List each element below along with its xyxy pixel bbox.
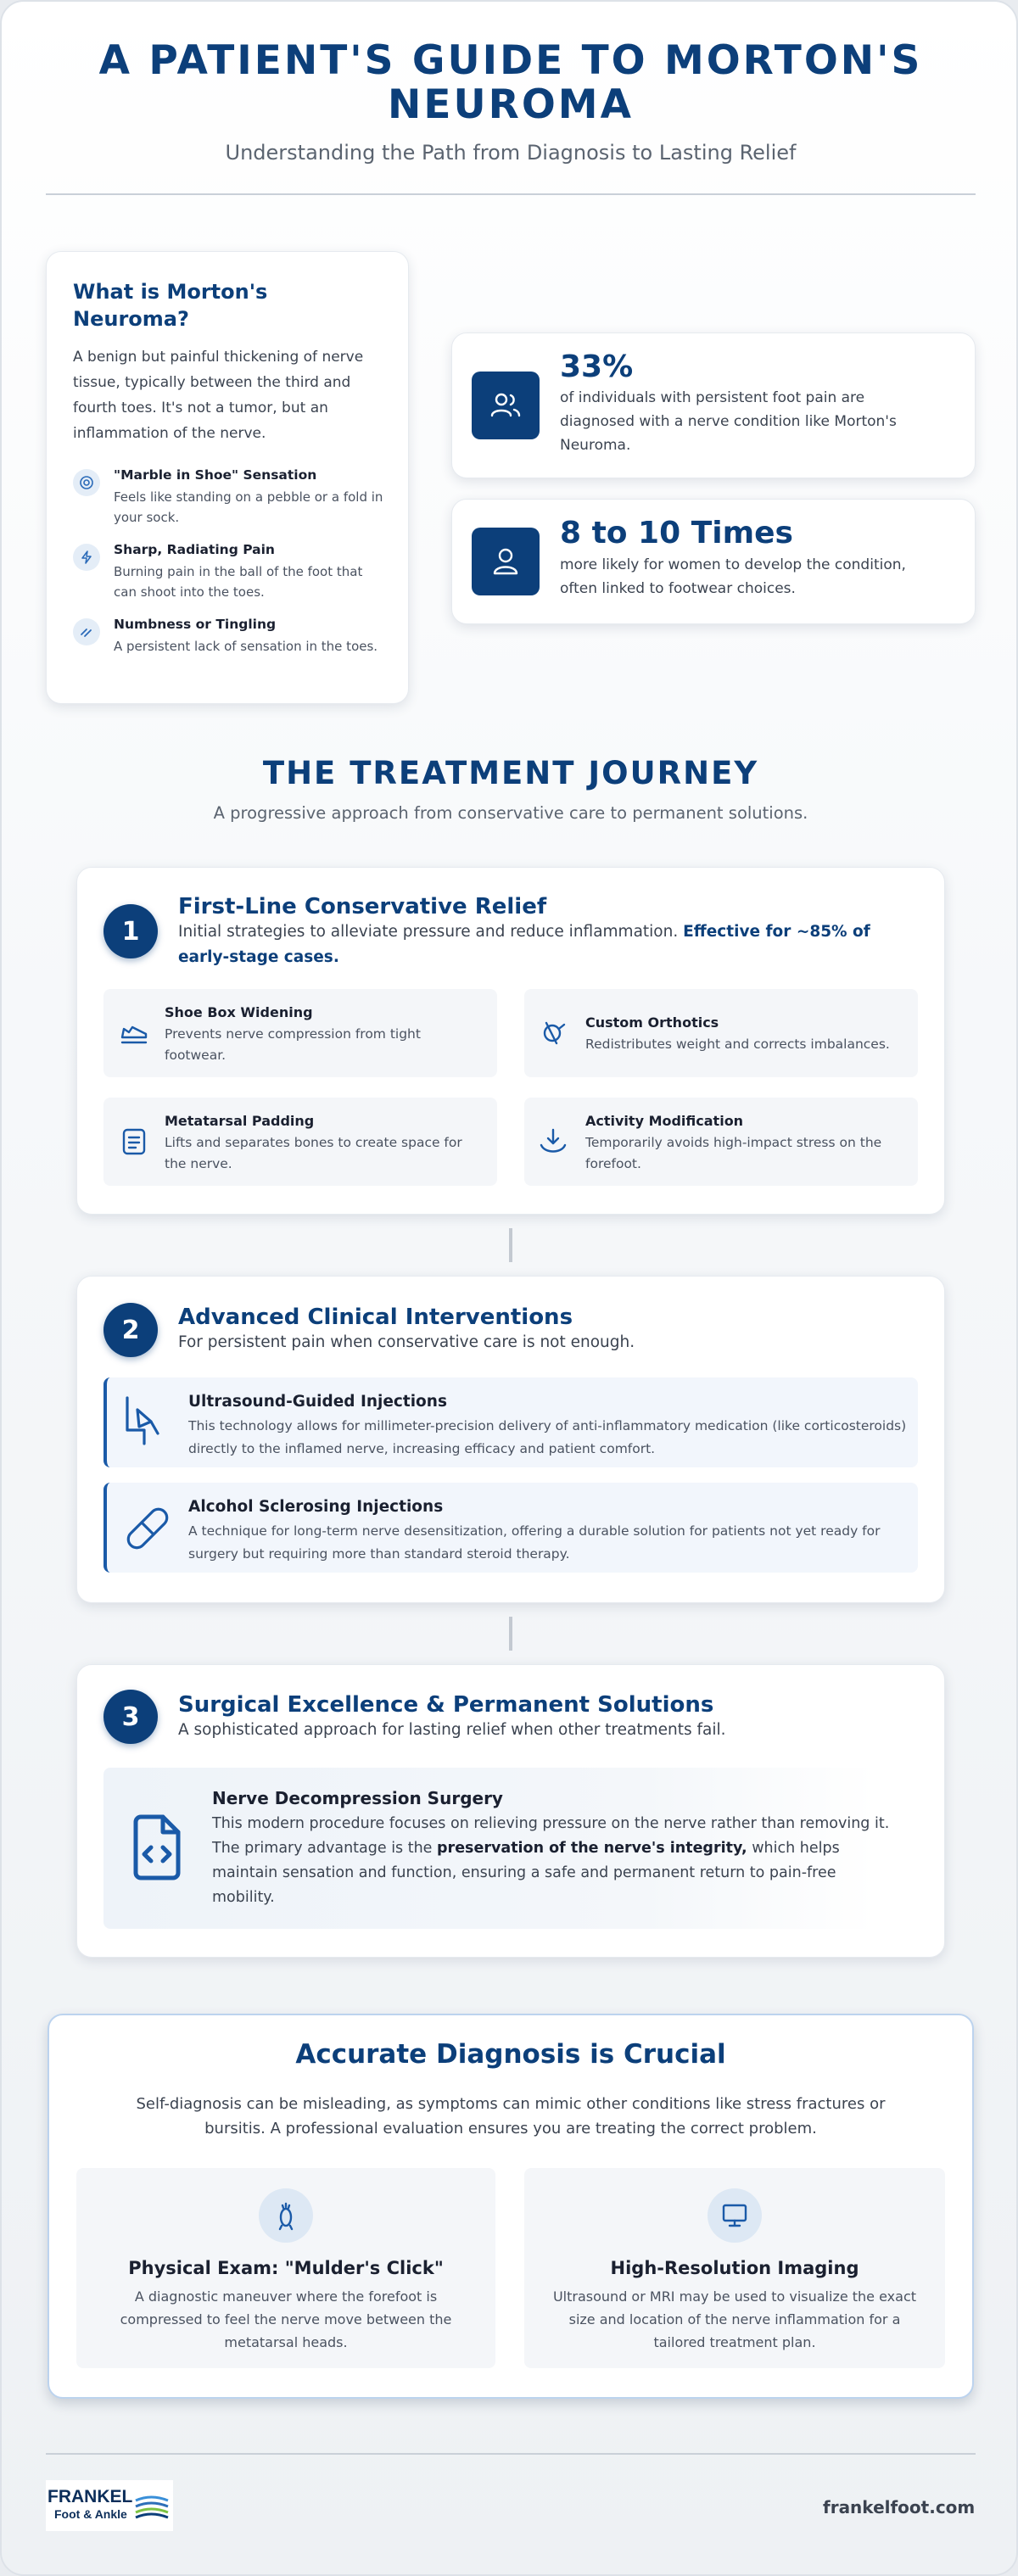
intervention-desc: This technology allows for millimeter-precision delivery of anti-inflammatory medication (like corticosteroids) directly to the inflamed nerve, increasing efficacy and patient comfort.	[188, 1418, 907, 1456]
step-subtitle: A sophisticated approach for lasting relief when other treatments fail.	[178, 1721, 726, 1739]
intervention-desc: A technique for long-term nerve desensitization, offering a durable solution for patients not yet ready for surgery but requiring more than standard steroid therapy.	[188, 1523, 881, 1562]
tile-title: Shoe Box Widening	[165, 1004, 313, 1020]
surgery-description	[212, 1812, 899, 1910]
shoe-icon	[119, 1019, 149, 1053]
diagnosis-item-title: High-Resolution Imaging	[610, 2258, 859, 2278]
step-connector	[509, 1228, 512, 1262]
logo-sub-text: Foot & Ankle	[54, 2507, 127, 2521]
activity-icon	[538, 1126, 568, 1160]
what-is-description: A benign but painful thickening of nerve tissue, typically between the third and fourth toes. It's not a tumor, but an inflammation of the nerve.	[73, 349, 364, 442]
surgery-desc-text: which helps maintain sensation and function, ensuring a safe and permanent return to pain-free mobility.	[212, 1840, 840, 1906]
journey-title: THE TREATMENT JOURNEY	[262, 755, 759, 791]
orthotic-icon	[538, 1018, 568, 1052]
step-number-2: 2	[103, 1303, 158, 1357]
stat-value: 8 to 10 Times	[560, 516, 793, 550]
stat-text: of individuals with persistent foot pain are diagnosed with a nerve condition like Morton's Neuroma.	[560, 389, 897, 454]
effectiveness-highlight: Effective for ~85% of early-stage cases.	[178, 923, 870, 966]
diagnosis-item-desc: A diagnostic maneuver where the forefoot is compressed to feel the nerve move between the metatarsal heads.	[120, 2288, 452, 2350]
symptom-title: "Marble in Shoe" Sensation	[114, 467, 317, 483]
tingle-icon	[73, 618, 100, 645]
step-number-3: 3	[103, 1690, 158, 1744]
intervention-title: Alcohol Sclerosing Injections	[188, 1498, 444, 1516]
page-title: A PATIENT'S GUIDE TO MORTON'S NEUROMA	[98, 37, 923, 128]
treatment-tile	[524, 989, 918, 1077]
page-subtitle: Understanding the Path from Diagnosis to Lasting Relief	[225, 141, 797, 165]
foot-icon	[259, 2188, 313, 2243]
tile-desc: Lifts and separates bones to create space for the nerve.	[165, 1135, 462, 1171]
tile-desc: Temporarily avoids high-impact stress on the forefoot.	[585, 1135, 882, 1171]
logo-mark-icon	[134, 2494, 170, 2519]
step-number-1: 1	[103, 904, 158, 958]
diagnosis-description: Self-diagnosis can be misleading, as symptoms can mimic other conditions like stress fractures or bursitis. A professional evaluation ensures you are treating the correct problem.	[136, 2095, 886, 2137]
surgery-title: Nerve Decompression Surgery	[212, 1788, 503, 1808]
step-title: First-Line Conservative Relief	[178, 894, 547, 919]
diagnosis-item-title: Physical Exam: "Mulder's Click"	[128, 2258, 444, 2278]
target-icon	[73, 469, 100, 496]
monitor-icon	[708, 2188, 762, 2243]
header-divider	[46, 193, 976, 195]
diagnosis-item-desc: Ultrasound or MRI may be used to visualize the exact size and location of the nerve inflammation for a tailored treatment plan.	[552, 2288, 917, 2350]
step-subtitle	[178, 919, 916, 970]
symptom-title: Sharp, Radiating Pain	[114, 542, 275, 557]
capsule-icon	[120, 1501, 175, 1559]
code-file-icon	[127, 1813, 187, 1885]
step-title: Advanced Clinical Interventions	[178, 1305, 573, 1330]
surgery-desc-highlight: preservation of the nerve's integrity,	[437, 1840, 747, 1857]
step-title: Surgical Excellence & Permanent Solutions	[178, 1692, 714, 1718]
tile-desc: Prevents nerve compression from tight footwear.	[165, 1026, 421, 1063]
intervention-title: Ultrasound-Guided Injections	[188, 1393, 447, 1411]
surgery-desc-text: This modern procedure focuses on relieving pressure on the nerve rather than removing it. The primary advantage is the	[212, 1815, 890, 1857]
journey-subtitle: A progressive approach from conservative care to permanent solutions.	[213, 803, 808, 823]
symptom-desc: Feels like standing on a pebble or a fold in your sock.	[114, 489, 383, 525]
step-subtitle-text: Initial strategies to alleviate pressure and reduce inflammation.	[178, 923, 679, 941]
footer-divider	[46, 2453, 976, 2455]
what-is-title: What is Morton's Neuroma?	[73, 280, 268, 331]
stat-text: more likely for women to develop the condition, often linked to footwear choices.	[560, 556, 906, 597]
lightning-icon	[73, 544, 100, 571]
tile-title: Custom Orthotics	[585, 1014, 719, 1031]
padding-icon	[119, 1126, 149, 1160]
ultrasound-icon	[120, 1393, 168, 1452]
tile-desc: Redistributes weight and corrects imbalances.	[585, 1037, 890, 1052]
user-icon	[472, 528, 540, 595]
symptom-desc: Burning pain in the ball of the foot that can shoot into the toes.	[114, 564, 363, 600]
symptom-title: Numbness or Tingling	[114, 617, 277, 632]
step-connector	[509, 1617, 512, 1651]
step-subtitle: For persistent pain when conservative care is not enough.	[178, 1333, 635, 1351]
frankel-logo[interactable]	[46, 2480, 173, 2531]
logo-main-text: FRANKEL	[48, 2487, 133, 2506]
symptom-desc: A persistent lack of sensation in the toes.	[114, 639, 378, 654]
users-icon	[472, 372, 540, 439]
website-link[interactable]: frankelfoot.com	[823, 2497, 976, 2517]
tile-title: Activity Modification	[585, 1113, 744, 1129]
diagnosis-title: Accurate Diagnosis is Crucial	[295, 2039, 726, 2070]
tile-title: Metatarsal Padding	[165, 1113, 315, 1129]
stat-value: 33%	[560, 349, 634, 384]
